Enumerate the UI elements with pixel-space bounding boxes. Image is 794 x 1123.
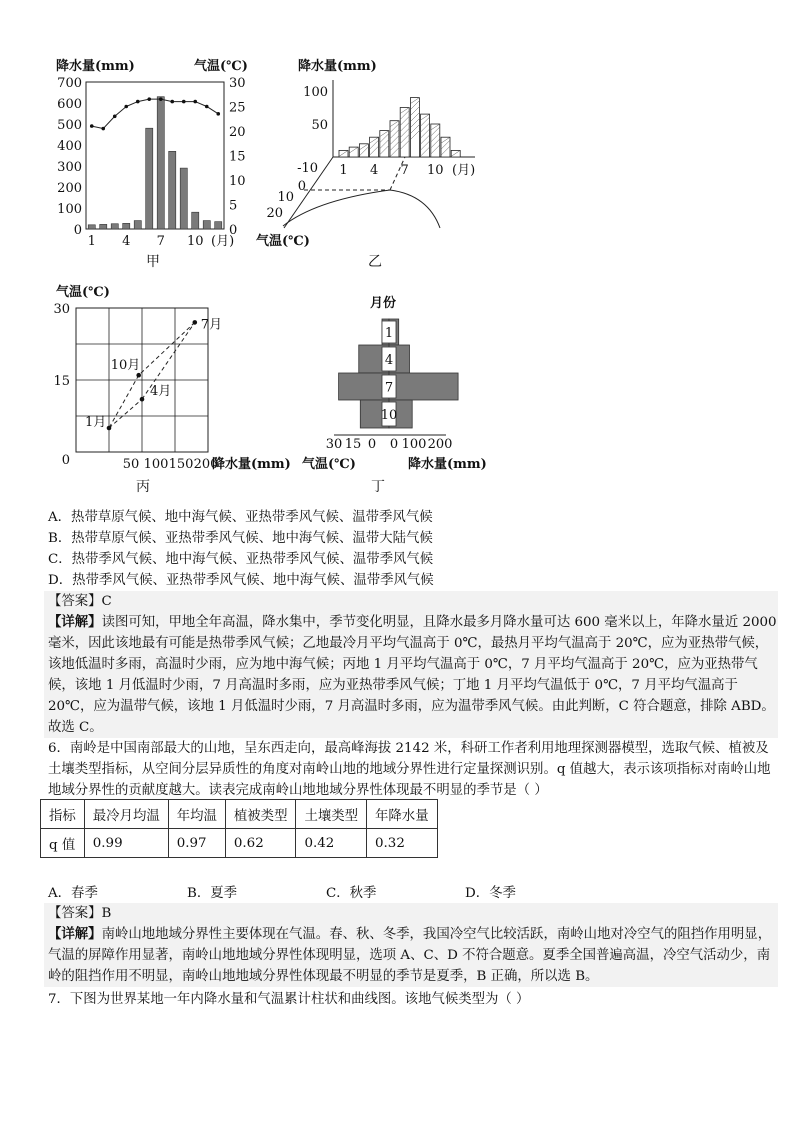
q6-table-cell: 0.97	[168, 829, 225, 858]
chart-jia-ytick-right: 20	[229, 125, 246, 140]
q5-detail-wrap	[48, 612, 778, 738]
chart-jia-ytick-left: 700	[57, 76, 82, 91]
q5-option-a: A．热带草原气候、地中海气候、亚热带季风气候、温带季风气候	[48, 510, 433, 525]
chart-jia-panel-label: 甲	[146, 254, 160, 270]
chart-ding-title: 月份	[370, 296, 397, 311]
chart-bing-ytick: 0	[61, 453, 70, 468]
chart-jia-temp-point	[101, 127, 105, 131]
chart-jia-bar	[134, 221, 141, 229]
q7-stem: 7．下图为世界某地一年内降水量和气温累计柱状和曲线图。该地气候类型为（ ）	[48, 992, 530, 1007]
q5-option-d: D．热带季风气候、亚热带季风气候、地中海气候、温带季风气候	[48, 573, 434, 588]
q5-detail-label: 【详解】	[48, 614, 102, 630]
chart-jia-temp-point	[193, 100, 197, 104]
q6-table	[40, 799, 438, 858]
chart-bing-xtick: 200	[193, 457, 219, 472]
chart-ding-panel-label: 丁	[371, 479, 385, 495]
chart-jia-ytick-right: 0	[229, 223, 238, 238]
chart-bing	[53, 284, 290, 495]
q6-table-row	[41, 829, 438, 858]
chart-yi-xtick: 1	[339, 163, 348, 178]
chart-jia-temp-point	[182, 100, 186, 104]
chart-jia-bar	[157, 97, 164, 229]
chart-jia-xtick: 10	[186, 234, 204, 249]
chart-jia-ytick-right: 10	[229, 174, 246, 189]
q6-table-header: 植被类型	[225, 800, 296, 829]
chart-ding-xtick-left: 15	[344, 437, 362, 452]
chart-yi-xtick: 4	[369, 163, 379, 178]
chart-ding-month-label: 7	[384, 380, 394, 396]
q6-table-cell: 0.32	[367, 829, 438, 858]
chart-bing-ytick: 15	[53, 374, 70, 389]
q5-detail: 读图可知，甲地全年高温，降水集中，季节变化明显，且降水最多月降水量可达 600 毫米以上，年降水量近 2000 毫米，因此该地最有可能是热带季风气候；乙地最冷月平均气温高于 0℃，最热月平均气温高于 20℃，应为亚热带气候，该地低温时多雨，高温时少雨，应为地中海气候；丙地 1 月平均气温高于 0℃，7 月平均气温高于 20℃，应为亚热带气候，该地 1 月低温时少雨，7 月高温时多雨，应为亚热带季风气候；丁地 1 月平均气温低于 0℃，7 月平均气温高于 20℃，应为温带气候，该地 1 月低温时少雨，7 月高温时多雨，应为温带季风气候。由此判断，C 符合题意，排除 ABD。故选 C。	[48, 615, 777, 735]
chart-bing-xlabel: 降水量(mm)	[212, 457, 291, 472]
chart-jia-xtick: 7	[156, 234, 165, 249]
q6-option-b: B．夏季	[187, 886, 238, 901]
chart-yi-temp-tick: 20	[266, 206, 283, 221]
chart-jia-temp-point	[113, 115, 117, 119]
q5-options	[48, 507, 768, 591]
chart-ding-month-label: 1	[384, 326, 394, 341]
q6-table-cell: 0.62	[225, 829, 296, 858]
chart-yi-panel-label: 乙	[368, 254, 382, 270]
chart-jia-bar	[169, 151, 176, 229]
q6-option-c: C．秋季	[326, 886, 377, 901]
chart-bing-path	[109, 375, 139, 428]
chart-jia-ytick-left: 0	[73, 223, 82, 238]
chart-jia-ytick-left: 200	[57, 181, 82, 196]
q6-answer: 【答案】B	[48, 906, 112, 921]
chart-jia	[56, 58, 248, 270]
q6-table-header: 土壤类型	[296, 800, 367, 829]
chart-jia-temp-point	[136, 100, 140, 104]
chart-yi-ylabel: 降水量(mm)	[298, 59, 377, 74]
chart-jia-ytick-left: 500	[57, 118, 82, 133]
q6-answer-block	[44, 903, 778, 987]
chart-yi-bar	[390, 121, 399, 157]
chart-jia-ytick-left: 100	[57, 202, 82, 217]
chart-bing-xtick: 100	[143, 457, 169, 472]
q6-options	[48, 882, 768, 901]
chart-ding-xlabel-right: 降水量(mm)	[408, 457, 487, 472]
chart-jia-bar	[192, 212, 199, 229]
chart-yi-bar	[421, 114, 430, 157]
chart-jia-ytick-right: 25	[229, 100, 246, 116]
chart-ding-month-label: 10	[380, 408, 398, 423]
q6-table-header: 年均温	[168, 800, 225, 829]
q6-table-cell: 0.42	[296, 829, 367, 858]
q6-table-header: 指标	[41, 800, 85, 829]
chart-jia-bar	[123, 223, 130, 229]
chart-yi-xtick: 7	[400, 163, 409, 178]
q6-table-header: 最冷月均温	[84, 800, 168, 829]
chart-ding-xlabel-left: 气温(℃)	[302, 457, 356, 472]
chart-jia-bar	[215, 222, 222, 229]
chart-jia-temp-line	[92, 99, 219, 128]
q6-detail-label: 【详解】	[48, 926, 102, 942]
chart-yi-xtick: 10	[427, 163, 444, 178]
chart-yi-temp-label: 气温(℃)	[256, 234, 310, 249]
chart-jia-temp-point	[216, 112, 220, 116]
chart-jia-ytick-left: 600	[57, 97, 82, 112]
chart-yi-bar	[410, 98, 419, 157]
chart-jia-xtick: 1	[87, 234, 96, 249]
chart-jia-xtick: 4	[122, 234, 131, 249]
chart-yi-ytick: 100	[303, 85, 328, 100]
chart-jia-bar	[111, 224, 118, 229]
chart-ding-month-label: 4	[384, 353, 394, 368]
chart-jia-bar	[146, 128, 153, 229]
q6-table-cell: 0.99	[84, 829, 168, 858]
chart-yi-temp-tick: -10	[297, 161, 318, 176]
q5-option-c: C．热带季风气候、地中海气候、亚热带季风气候、温带季风气候	[48, 552, 434, 567]
chart-yi	[256, 58, 475, 270]
chart-bing-point	[193, 320, 198, 325]
q5-option-b: B．热带草原气候、亚热带季风气候、地中海气候、温带大陆气候	[48, 531, 433, 546]
chart-bing-point	[136, 373, 141, 378]
chart-jia-bar	[180, 168, 187, 229]
chart-ding-xtick-right: 100	[401, 437, 427, 452]
chart-yi-bar	[359, 144, 368, 157]
chart-bing-ytick: 30	[53, 302, 70, 317]
chart-jia-temp-point	[124, 105, 128, 109]
chart-jia-bar	[100, 224, 107, 229]
chart-bing-xtick: 50	[122, 457, 140, 472]
q6-table-cell: q 值	[41, 829, 85, 858]
chart-bing-point	[107, 426, 112, 431]
chart-jia-bar	[203, 221, 210, 229]
chart-ding-xtick-right: 200	[427, 437, 453, 452]
chart-bing-path	[139, 322, 195, 375]
chart-jia-ylabel-left: 降水量(mm)	[56, 59, 135, 74]
chart-bing-point-label: 4月	[150, 384, 172, 400]
q6-option-d: D．冬季	[465, 886, 516, 901]
q6-table-header-row	[41, 800, 438, 829]
chart-ding-xtick-right: 0	[389, 437, 399, 452]
chart-jia-ylabel-right: 气温(℃)	[194, 59, 248, 74]
q5-answer-block	[44, 591, 778, 738]
q6-table-header: 年降水量	[367, 800, 438, 829]
chart-jia-xunit: (月)	[211, 234, 235, 249]
chart-bing-ylabel: 气温(℃)	[56, 285, 110, 300]
chart-jia-ytick-right: 5	[229, 198, 238, 214]
chart-jia-ytick-right: 30	[229, 76, 246, 91]
chart-jia-bar	[88, 225, 95, 229]
chart-bing-point-label: 1月	[85, 415, 107, 430]
chart-yi-xunit: (月)	[452, 163, 476, 178]
chart-yi-temp-tick: 10	[277, 190, 294, 205]
chart-jia-temp-point	[170, 100, 174, 104]
q6-detail: 南岭山地地域分界性主要体现在气温。春、秋、冬季，我国冷空气比较活跃，南岭山地对冷空气的阻挡作用明显，气温的屏障作用显著，南岭山地地域分界性体现明显，选项 A、C、D 不符合题意。夏季全国普遍高温，冷空气活动少，南岭的阻挡作用不明显，南岭山地地域分界性体现最不明显的季节是夏季，B 正确，所以选 B。	[48, 927, 772, 984]
chart-ding-xtick-left: 0	[367, 437, 377, 452]
chart-bing-point-label: 7月	[200, 317, 223, 333]
chart-bing-point-label: 10月	[110, 358, 141, 374]
chart-bing-xtick: 150	[168, 457, 194, 472]
chart-bing-point	[140, 397, 145, 402]
chart-jia-ytick-right: 15	[229, 149, 246, 165]
chart-bing-panel-label: 丙	[136, 479, 150, 495]
climate-charts	[0, 0, 794, 505]
chart-ding	[302, 295, 487, 495]
q6-stem: 6．南岭是中国南部最大的山地，呈东西走向，最高峰海拔 2142 米，科研工作者利用地理探测器模型，选取气候、植被及土壤类型指标，从空间分层异质性的角度对南岭山地的地域分界性进行定量探测识别。q 值越大，表示该项指标对南岭山地地域分界性的贡献度越大。读表完成南岭山地地域分界性体现最不明显的季节是（ ）	[48, 741, 771, 798]
chart-ding-temp-bar	[339, 373, 389, 400]
chart-jia-plot-frame	[86, 82, 224, 229]
q6-option-a: A．春季	[48, 886, 98, 901]
q5-answer: 【答案】C	[48, 594, 112, 609]
chart-yi-ytick: 50	[311, 118, 328, 133]
chart-bing-path	[109, 399, 142, 428]
q6-detail-wrap	[48, 924, 778, 987]
chart-jia-temp-point	[205, 105, 209, 109]
chart-jia-temp-point	[90, 124, 94, 128]
chart-jia-temp-point	[159, 97, 163, 101]
chart-jia-temp-point	[147, 97, 151, 101]
chart-yi-temp-tick: 0	[297, 179, 306, 194]
chart-jia-ytick-left: 400	[57, 139, 82, 154]
chart-jia-ytick-left: 300	[57, 160, 82, 175]
chart-ding-precip-bar	[389, 373, 458, 400]
chart-ding-xtick-left: 30	[325, 437, 343, 452]
